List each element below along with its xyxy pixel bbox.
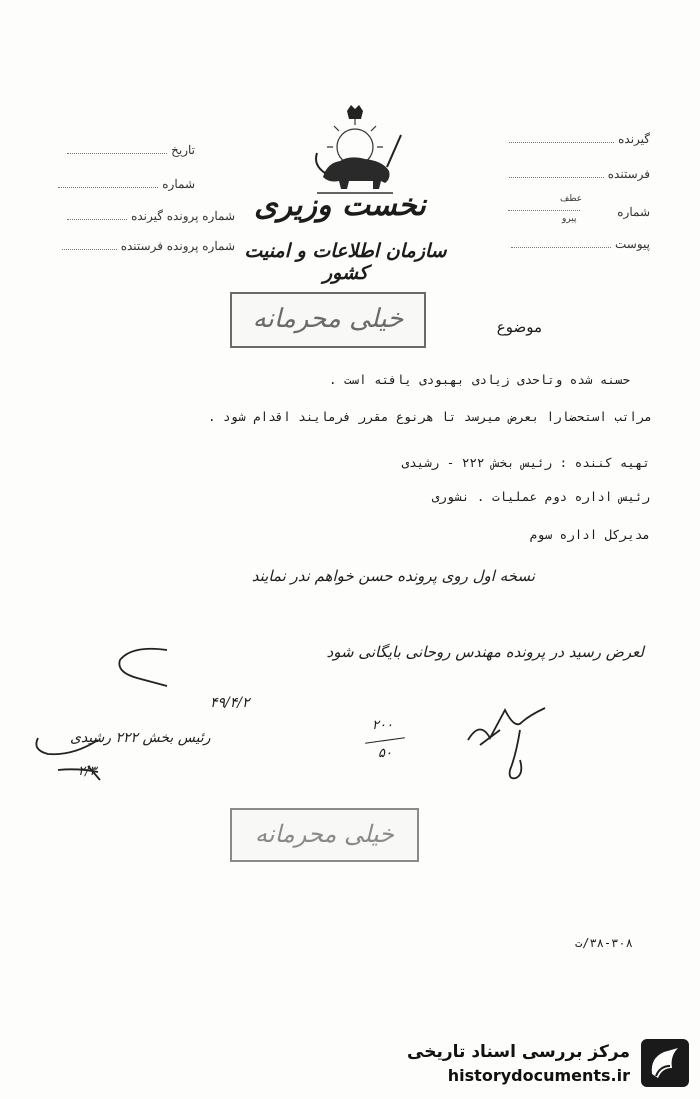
fraction-top: ۲۰۰ — [372, 718, 393, 733]
confidential-stamp-bottom: خیلی محرمانه — [230, 808, 419, 862]
attachment-line — [511, 237, 611, 248]
number-sub-top: عطف — [560, 194, 583, 204]
lion-and-sun-emblem-icon — [305, 105, 405, 200]
sender-field — [500, 167, 650, 181]
number-sub-line — [508, 210, 580, 211]
prepared-by: تهیه کننده : رئیس بخش ۲۲۲ - رشیدی — [401, 455, 650, 470]
signature-right — [460, 700, 555, 785]
attachment-field — [500, 237, 650, 251]
date-field — [45, 143, 195, 157]
logo-title: مرکز بررسی اسناد تاریخی — [407, 1042, 630, 1062]
logo-url: historydocuments.ir — [447, 1066, 630, 1085]
sender-file-label: شماره پرونده فرستنده — [120, 239, 235, 253]
signature-left — [28, 720, 108, 790]
number-line-left — [58, 177, 158, 188]
recipient-field — [500, 132, 650, 146]
attachment-label: پیوست — [615, 237, 650, 251]
number-label-left: شماره — [162, 177, 195, 191]
number-label-right: شماره — [617, 205, 650, 219]
recipient-file-field — [45, 209, 235, 223]
fraction-bottom: ۵۰ — [378, 746, 392, 761]
title-main: نخست وزیری — [254, 188, 426, 223]
subject-label: موضوع — [496, 318, 542, 336]
date-label: تاریخ — [171, 143, 195, 157]
handwritten-code: ۲/۳ — [78, 764, 97, 779]
history-documents-logo-icon — [640, 1038, 690, 1088]
body-line-1: حسنه شده وتاحدی زیادی بهبودی یافته است . — [328, 372, 630, 387]
sender-file-line — [62, 239, 117, 250]
recipient-label: گیرنده — [618, 132, 650, 146]
confidential-stamp-top: خیلی محرمانه — [230, 292, 426, 348]
handwriting-flourish — [112, 640, 172, 690]
handwritten-note-2: لعرض رسید در پرونده مهندس روحانی بایگانی شود — [326, 643, 644, 661]
handwritten-note-3: رئیس بخش ۲۲۲ رشیدی — [70, 730, 211, 746]
sender-line — [509, 167, 604, 178]
body-line-2: مراتب استحضارا بعرض میرسد تا هرنوع مقرر فرمایند اقدام شود . — [207, 409, 652, 424]
recipient-file-line — [67, 209, 127, 220]
number-sub-bottom: پیرو — [562, 214, 577, 224]
dept-head: رئیس اداره دوم عملیات . نشوری — [431, 489, 650, 504]
document-code: ۳۸-۳۰۸/ت — [575, 936, 633, 950]
title-sub: سازمان اطلاعات و امنیت کشور — [244, 240, 447, 284]
recipient-line — [509, 132, 614, 143]
handwritten-note-1: نسخه اول روی پرونده حسن خواهم ندر نمایند — [251, 567, 535, 585]
sender-label: فرستنده — [607, 167, 650, 181]
date-line — [67, 143, 167, 154]
director-general: مدیرکل اداره سوم — [529, 527, 650, 542]
fraction-line — [365, 737, 405, 744]
sender-file-field — [45, 239, 235, 253]
handwritten-date: ۴۹/۴/۲ — [210, 695, 250, 711]
recipient-file-label: شماره پرونده گیرنده — [131, 209, 235, 223]
number-field-left — [45, 177, 195, 191]
